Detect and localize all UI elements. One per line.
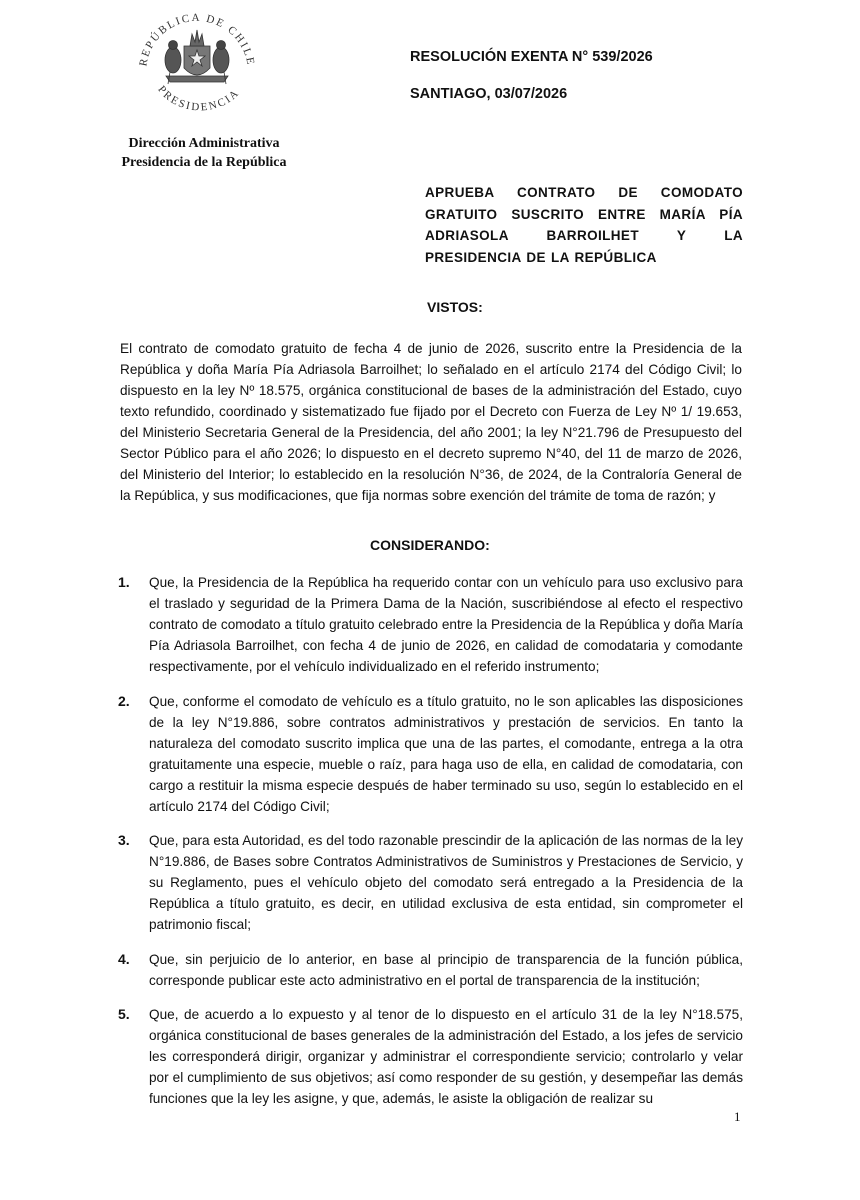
svg-text:PRESIDENCIA [155, 84, 242, 114]
seal-top-text: REPÚBLICA DE CHILE [137, 11, 257, 68]
item-number: 2. [118, 693, 130, 709]
coat-of-arms-seal [132, 6, 262, 116]
item-text: Que, la Presidencia de la República ha requerido contar con un vehículo para uso exclusivo para el traslado y seguridad de la Primera Dama de la Nación, suscribiéndose al efecto el respectivo contrato de comodato a título gratuito celebrado entre la Presidencia de la República y doña María Pía Adriasola Barroilhet, con fecha 4 de junio de 2026, en calidad de comodataria y comodante respectivamente, por el vehículo individualizado en el referido instrumento; [149, 575, 743, 674]
department-line-2: Presidencia de la República [121, 155, 287, 170]
department-line-1: Dirección Administrativa [128, 136, 280, 151]
resolution-subject: APRUEBA CONTRATO DE COMODATO GRATUITO SUSCRITO ENTRE MARÍA PÍA ADRIASOLA BARROILHET Y LA PRESIDENCIA DE LA REPÚBLICA [425, 185, 743, 265]
vistos-paragraph: El contrato de comodato gratuito de fecha 4 de junio de 2026, suscrito entre la Presidencia de la República y doña María Pía Adriasola Barroilhet; lo señalado en el artículo 2174 del Código Civil; lo dispuesto en la ley Nº 18.575, orgánica constitucional de bases de la administración del Estado, cuyo texto refundido, coordinado y sistematizado fue fijado por el Decreto con Fuerza de Ley Nº 1/ 19.653, del Ministerio Secretaria General de la Presidencia, del año 2001; la ley N°21.796 de Presupuesto del Sector Público para el año 2026; lo dispuesto en el decreto supremo N°40, del 11 de marzo de 2026, del Ministerio del Interior; lo establecido en la resolución N°36, de 2024, de la Contraloría General de la República, y sus modificaciones, que fija normas sobre exención del trámite de toma de razón; y [120, 341, 742, 503]
issuing-department [104, 134, 304, 172]
item-text: Que, conforme el comodato de vehículo es a título gratuito, no le son aplicables las disposiciones de la ley N°19.886, sobre contratos administrativos y prestación de servicios. En tanto la naturaleza del comodato suscrito implica que una de las partes, el comodante, entrega a la otra gratuitamente una especie, mueble o raíz, para haga uso de ella, en calidad de comodataria, con cargo a restituir la misma especie después de haber terminado su uso, según lo establecido en el artículo 2174 del Código Civil; [149, 694, 743, 814]
seal-bottom-text: PRESIDENCIA [155, 83, 243, 114]
item-text: Que, para esta Autoridad, es del todo razonable prescindir de la aplicación de las normas de la ley N°19.886, de Bases sobre Contratos Administrativos de Suministros y Prestaciones de Servicio, y su Reglamento, pues el vehículo objeto del comodato será entregado a la Presidencia de la República a título gratuito, es decir, en utilidad exclusiva de esta entidad, sin comprometer el patrimonio fiscal; [149, 833, 743, 932]
item-number: 4. [118, 951, 130, 967]
chile-shield-icon [132, 6, 262, 116]
item-text: Que, de acuerdo a lo expuesto y al tenor de lo dispuesto en el artículo 31 de la ley N°18.575, orgánica constitucional de bases generales de la administración del Estado, a los jefes de servicio les corresponderá dirigir, organizar y administrar el correspondiente servicio; controlarlo y velar por el cumplimiento de sus objetivos; así como responder de su gestión, y desempeñar las demás funciones que la ley les asigne, y que, además, le asiste la obligación de realizar su [149, 1007, 743, 1106]
vistos-heading: VISTOS: [427, 299, 483, 315]
considerando-heading: CONSIDERANDO: [370, 537, 490, 553]
place-date: SANTIAGO, 03/07/2026 [410, 86, 568, 102]
page-number: 1 [734, 1109, 741, 1124]
item-number: 1. [118, 574, 130, 590]
item-number: 3. [118, 832, 130, 848]
item-number: 5. [118, 1006, 130, 1022]
resolution-title: RESOLUCIÓN EXENTA N° 539/2026 [410, 49, 653, 65]
item-text: Que, sin perjuicio de lo anterior, en base al principio de transparencia de la función pública, corresponde publicar este acto administrativo en el portal de transparencia de la institución; [149, 952, 743, 988]
